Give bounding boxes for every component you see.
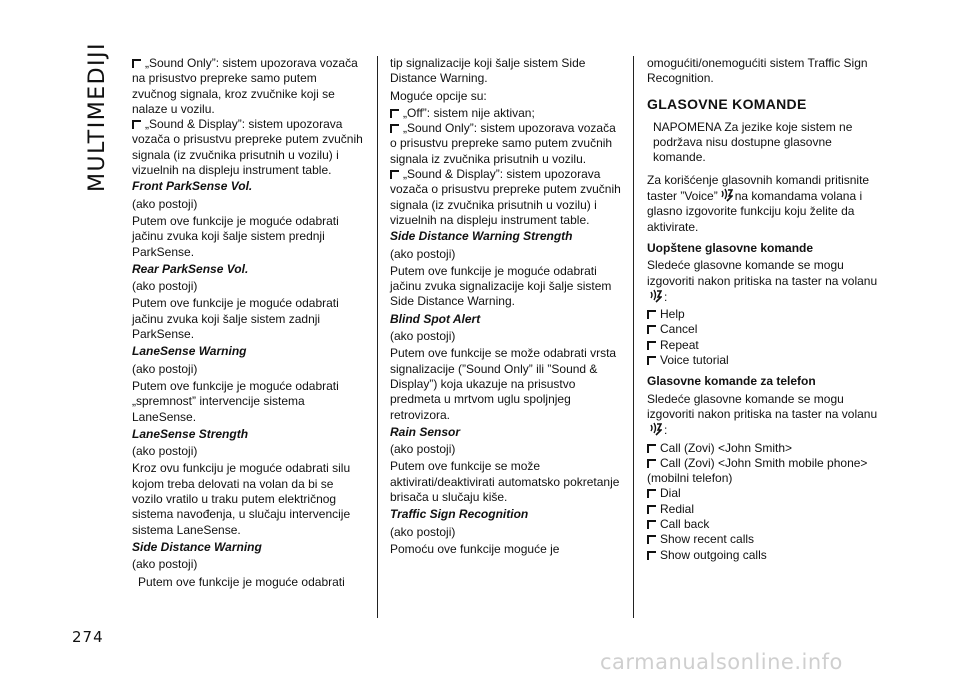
- checkbox-bullet-icon: [647, 444, 656, 453]
- paragraph: Putem ove funkcije se može odabrati vrsta signalizacije (”Sound Only” ili ”Sound & Display”) koja ukazuje na prisustvo predmeta u mrtvom uglu spoljnjeg retrovizora.: [390, 346, 617, 422]
- checkbox-bullet-icon: [390, 109, 399, 118]
- voice-command-icon: [720, 188, 733, 202]
- paragraph: (ako postoji): [390, 246, 456, 261]
- checkbox-bullet-icon: [647, 310, 656, 319]
- paragraph: (ako postoji): [390, 329, 456, 344]
- subheading: Side Distance Warning: [132, 539, 262, 554]
- paragraph: Kroz ovu funkciju je moguće odabrati silu kojom treba delovati na volan da bi se vozilo vratilo u traku putem električnog sistema navođenja, u slučaju intervencije sistema LaneSense.: [132, 461, 351, 537]
- voice-command-icon: [649, 422, 662, 436]
- checkbox-bullet-icon: [647, 535, 656, 544]
- checkbox-bullet-icon: [647, 551, 656, 560]
- column-3: [647, 56, 879, 563]
- subheading: Rain Sensor: [390, 424, 461, 439]
- subheading: Rear ParkSense Vol.: [132, 261, 249, 276]
- paragraph: (ako postoji): [132, 557, 198, 572]
- checkbox-bullet-icon: [647, 341, 656, 350]
- paragraph: Putem ove funkcije se može aktivirati/deaktivirati automatsko pokretanje brisača u slučaju kiše.: [390, 459, 620, 505]
- subheading: Uopštene glasovne komande: [647, 240, 814, 255]
- checkbox-bullet-icon: [647, 356, 656, 365]
- list-item: Help: [647, 307, 879, 322]
- paragraph: Pomoću ove funkcije moguće je: [390, 541, 560, 556]
- column-1: [132, 56, 364, 592]
- subheading: Glasovne komande za telefon: [647, 374, 816, 389]
- subheading: LaneSense Strength: [132, 426, 249, 441]
- bullet-item: „Off”: sistem nije aktivan;: [390, 106, 622, 121]
- bullet-item: „Sound & Display”: sistem upozorava vozača o prisustvu prepreke putem zvučnih signala (iz zvučnika prisutnih u vozilu) i vizuelnih na displeju instrument table.: [390, 167, 621, 227]
- list-item: Call (Zovi) <John Smith mobile phone> (mobilni telefon): [647, 455, 868, 486]
- bullet-item: „Sound & Display”: sistem upozorava vozača o prisustvu prepreke putem zvučnih signala (iz zvučnika prisutnih u vozilu) i vizuelnih na displeju instrument table.: [132, 117, 363, 178]
- paragraph: (ako postoji): [132, 196, 198, 211]
- subheading: Front ParkSense Vol.: [132, 179, 253, 194]
- watermark: carmanualsonline.info: [600, 650, 843, 674]
- subheading: Traffic Sign Recognition: [390, 507, 529, 522]
- paragraph: Putem ove funkcije je moguće odabrati jačinu zvuka koji šalje sistem prednji ParkSense.: [132, 213, 339, 259]
- paragraph: (ako postoji): [390, 442, 456, 457]
- paragraph: (ako postoji): [132, 361, 198, 376]
- list-item: Cancel: [647, 322, 879, 337]
- checkbox-bullet-icon: [390, 170, 399, 179]
- checkbox-bullet-icon: [647, 459, 656, 468]
- list-item: Show outgoing calls: [647, 548, 879, 563]
- section-heading: GLASOVNE KOMANDE: [647, 95, 807, 112]
- list-item: Call (Zovi) <John Smith>: [647, 441, 879, 456]
- paragraph: Sledeće glasovne komande se mogu izgovoriti nakon pritiska na taster na volanu:: [647, 391, 878, 438]
- paragraph: Putem ove funkcije je moguće odabrati jačinu zvuka koji šalje sistem zadnji ParkSense.: [132, 296, 339, 342]
- bullet-item: „Sound Only”: sistem upozorava vozača o prisustvu prepreke samo putem zvučnih signala iz zvučnika prisutnih u vozilu.: [390, 121, 616, 166]
- list-item: Voice tutorial: [647, 353, 879, 368]
- column-divider: [633, 56, 634, 618]
- checkbox-bullet-icon: [647, 489, 656, 498]
- checkbox-bullet-icon: [132, 59, 141, 68]
- paragraph: Moguće opcije su:: [390, 88, 487, 103]
- paragraph: omogućiti/onemogućiti sistem Traffic Sign Recognition.: [647, 56, 868, 86]
- list-item: Show recent calls: [647, 532, 879, 547]
- bullet-item: „Sound Only”: sistem upozorava vozača na prisustvo prepreke samo putem zvučnog signala, kroz zvučnike koji se nalaze u vozilu.: [132, 56, 358, 116]
- paragraph: Putem ove funkcije je moguće odabrati „spremnost” intervencije sistema LaneSense.: [132, 378, 339, 424]
- checkbox-bullet-icon: [647, 520, 656, 529]
- paragraph: Putem ove funkcije je moguće odabrati: [138, 574, 345, 589]
- paragraph: (ako postoji): [132, 444, 198, 459]
- column-divider: [377, 56, 378, 618]
- column-2: [390, 56, 622, 559]
- paragraph: (ako postoji): [132, 279, 198, 294]
- voice-command-icon: [649, 289, 662, 303]
- checkbox-bullet-icon: [132, 120, 141, 129]
- note-paragraph: NAPOMENA Za jezike koje sistem ne podržava nisu dostupne glasovne komande.: [653, 119, 853, 165]
- checkbox-bullet-icon: [647, 325, 656, 334]
- subheading: Blind Spot Alert: [390, 311, 481, 326]
- page-number: 274: [72, 628, 104, 646]
- paragraph: Sledeće glasovne komande se mogu izgovoriti nakon pritiska na taster na volanu:: [647, 258, 878, 304]
- paragraph: (ako postoji): [390, 524, 456, 539]
- paragraph: tip signalizacije koji šalje sistem Side Distance Warning.: [390, 56, 586, 86]
- list-item: Repeat: [647, 338, 879, 353]
- checkbox-bullet-icon: [390, 124, 399, 133]
- paragraph: Putem ove funkcije je moguće odabrati jačinu zvuka signalizacije koji šalje sistem Side Distance Warning.: [390, 263, 612, 309]
- paragraph: Za korišćenje glasovnih komandi pritisnite taster ”Voice” na komandama volana i glasno izgovorite funkciju koju želite da aktivirate.: [647, 172, 870, 234]
- section-title: MULTIMEDIJI: [85, 41, 110, 192]
- subheading: LaneSense Warning: [132, 344, 247, 359]
- subheading: Side Distance Warning Strength: [390, 229, 573, 244]
- list-item: Redial: [647, 502, 879, 517]
- list-item: Call back: [647, 517, 879, 532]
- list-item: Dial: [647, 486, 879, 501]
- command-list: [647, 307, 879, 368]
- command-list: [647, 441, 879, 563]
- checkbox-bullet-icon: [647, 505, 656, 514]
